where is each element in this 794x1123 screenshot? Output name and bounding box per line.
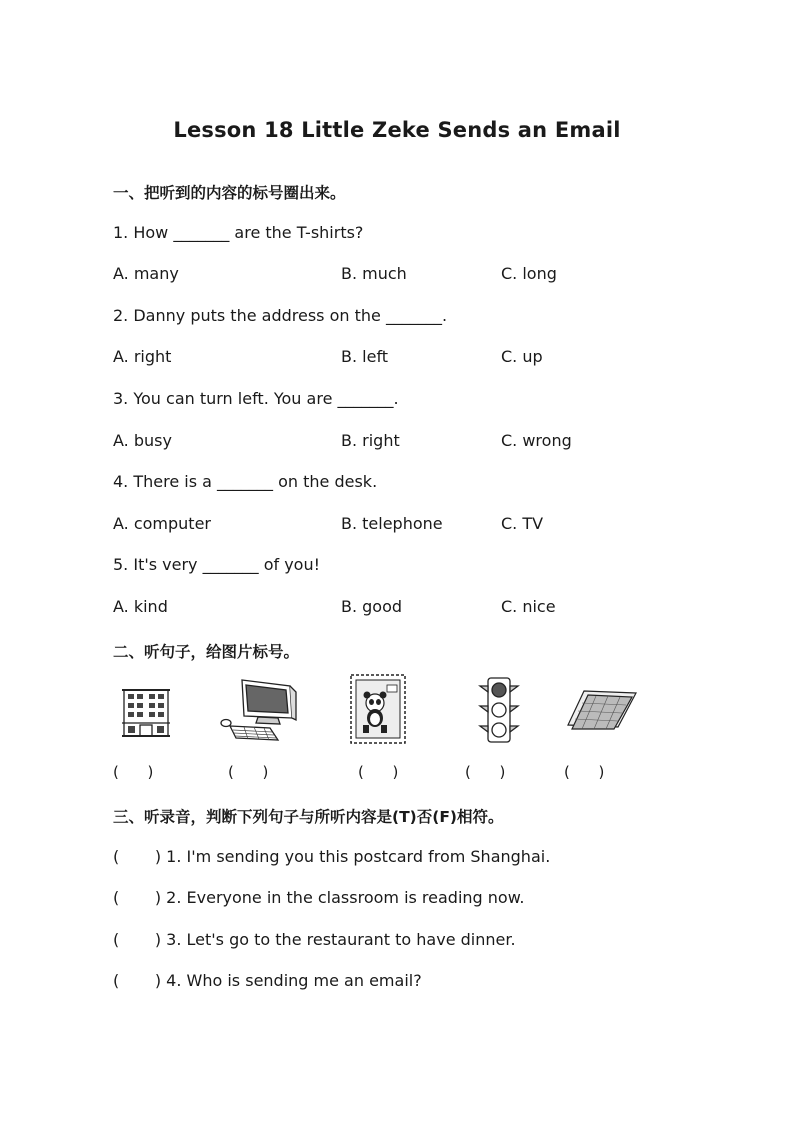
question-5-option-a: A. kind bbox=[113, 597, 168, 616]
statement-4: ( ) 4. Who is sending me an email? bbox=[113, 971, 422, 990]
question-5-option-c: C. nice bbox=[501, 597, 556, 616]
question-4-option-b: B. telephone bbox=[341, 514, 443, 533]
section-2-heading: 二、听句子，给图片标号。 bbox=[113, 643, 300, 661]
question-3-option-c: C. wrong bbox=[501, 431, 572, 450]
picture-1-blank[interactable]: ( ) bbox=[113, 763, 154, 781]
question-1: 1. How _______ are the T-shirts? bbox=[113, 223, 364, 242]
picture-4-blank[interactable]: ( ) bbox=[465, 763, 506, 781]
question-1-option-c: C. long bbox=[501, 264, 557, 283]
question-2-option-c: C. up bbox=[501, 347, 543, 366]
question-5: 5. It's very _______ of you! bbox=[113, 555, 321, 574]
page-title: Lesson 18 Little Zeke Sends an Email bbox=[173, 118, 621, 142]
question-5-option-b: B. good bbox=[341, 597, 403, 616]
question-4-option-c: C. TV bbox=[501, 514, 544, 533]
panda-stamp-icon bbox=[349, 673, 407, 745]
question-4: 4. There is a _______ on the desk. bbox=[113, 472, 378, 491]
question-4-option-a: A. computer bbox=[113, 514, 211, 533]
section-3-heading: 三、听录音，判断下列句子与所听内容是(T)否(F)相符。 bbox=[113, 808, 504, 826]
section-1-heading: 一、把听到的内容的标号圈出来。 bbox=[113, 184, 346, 202]
question-2-option-b: B. left bbox=[341, 347, 389, 366]
statement-1: ( ) 1. I'm sending you this postcard from Shanghai. bbox=[113, 847, 551, 866]
question-3-option-a: A. busy bbox=[113, 431, 172, 450]
statement-3: ( ) 3. Let's go to the restaurant to have dinner. bbox=[113, 930, 516, 949]
traffic-light-icon bbox=[476, 676, 522, 744]
picture-3-blank[interactable]: ( ) bbox=[358, 763, 399, 781]
picture-5-blank[interactable]: ( ) bbox=[564, 763, 605, 781]
building-icon bbox=[120, 686, 172, 740]
question-2-option-a: A. right bbox=[113, 347, 172, 366]
computer-icon bbox=[218, 676, 298, 742]
statement-2: ( ) 2. Everyone in the classroom is reading now. bbox=[113, 888, 525, 907]
question-1-option-b: B. much bbox=[341, 264, 407, 283]
picture-2-blank[interactable]: ( ) bbox=[228, 763, 269, 781]
question-3-option-b: B. right bbox=[341, 431, 400, 450]
question-3: 3. You can turn left. You are _______. bbox=[113, 389, 399, 408]
question-1-option-a: A. many bbox=[113, 264, 179, 283]
question-2: 2. Danny puts the address on the _______. bbox=[113, 306, 448, 325]
postcards-icon bbox=[566, 689, 638, 733]
